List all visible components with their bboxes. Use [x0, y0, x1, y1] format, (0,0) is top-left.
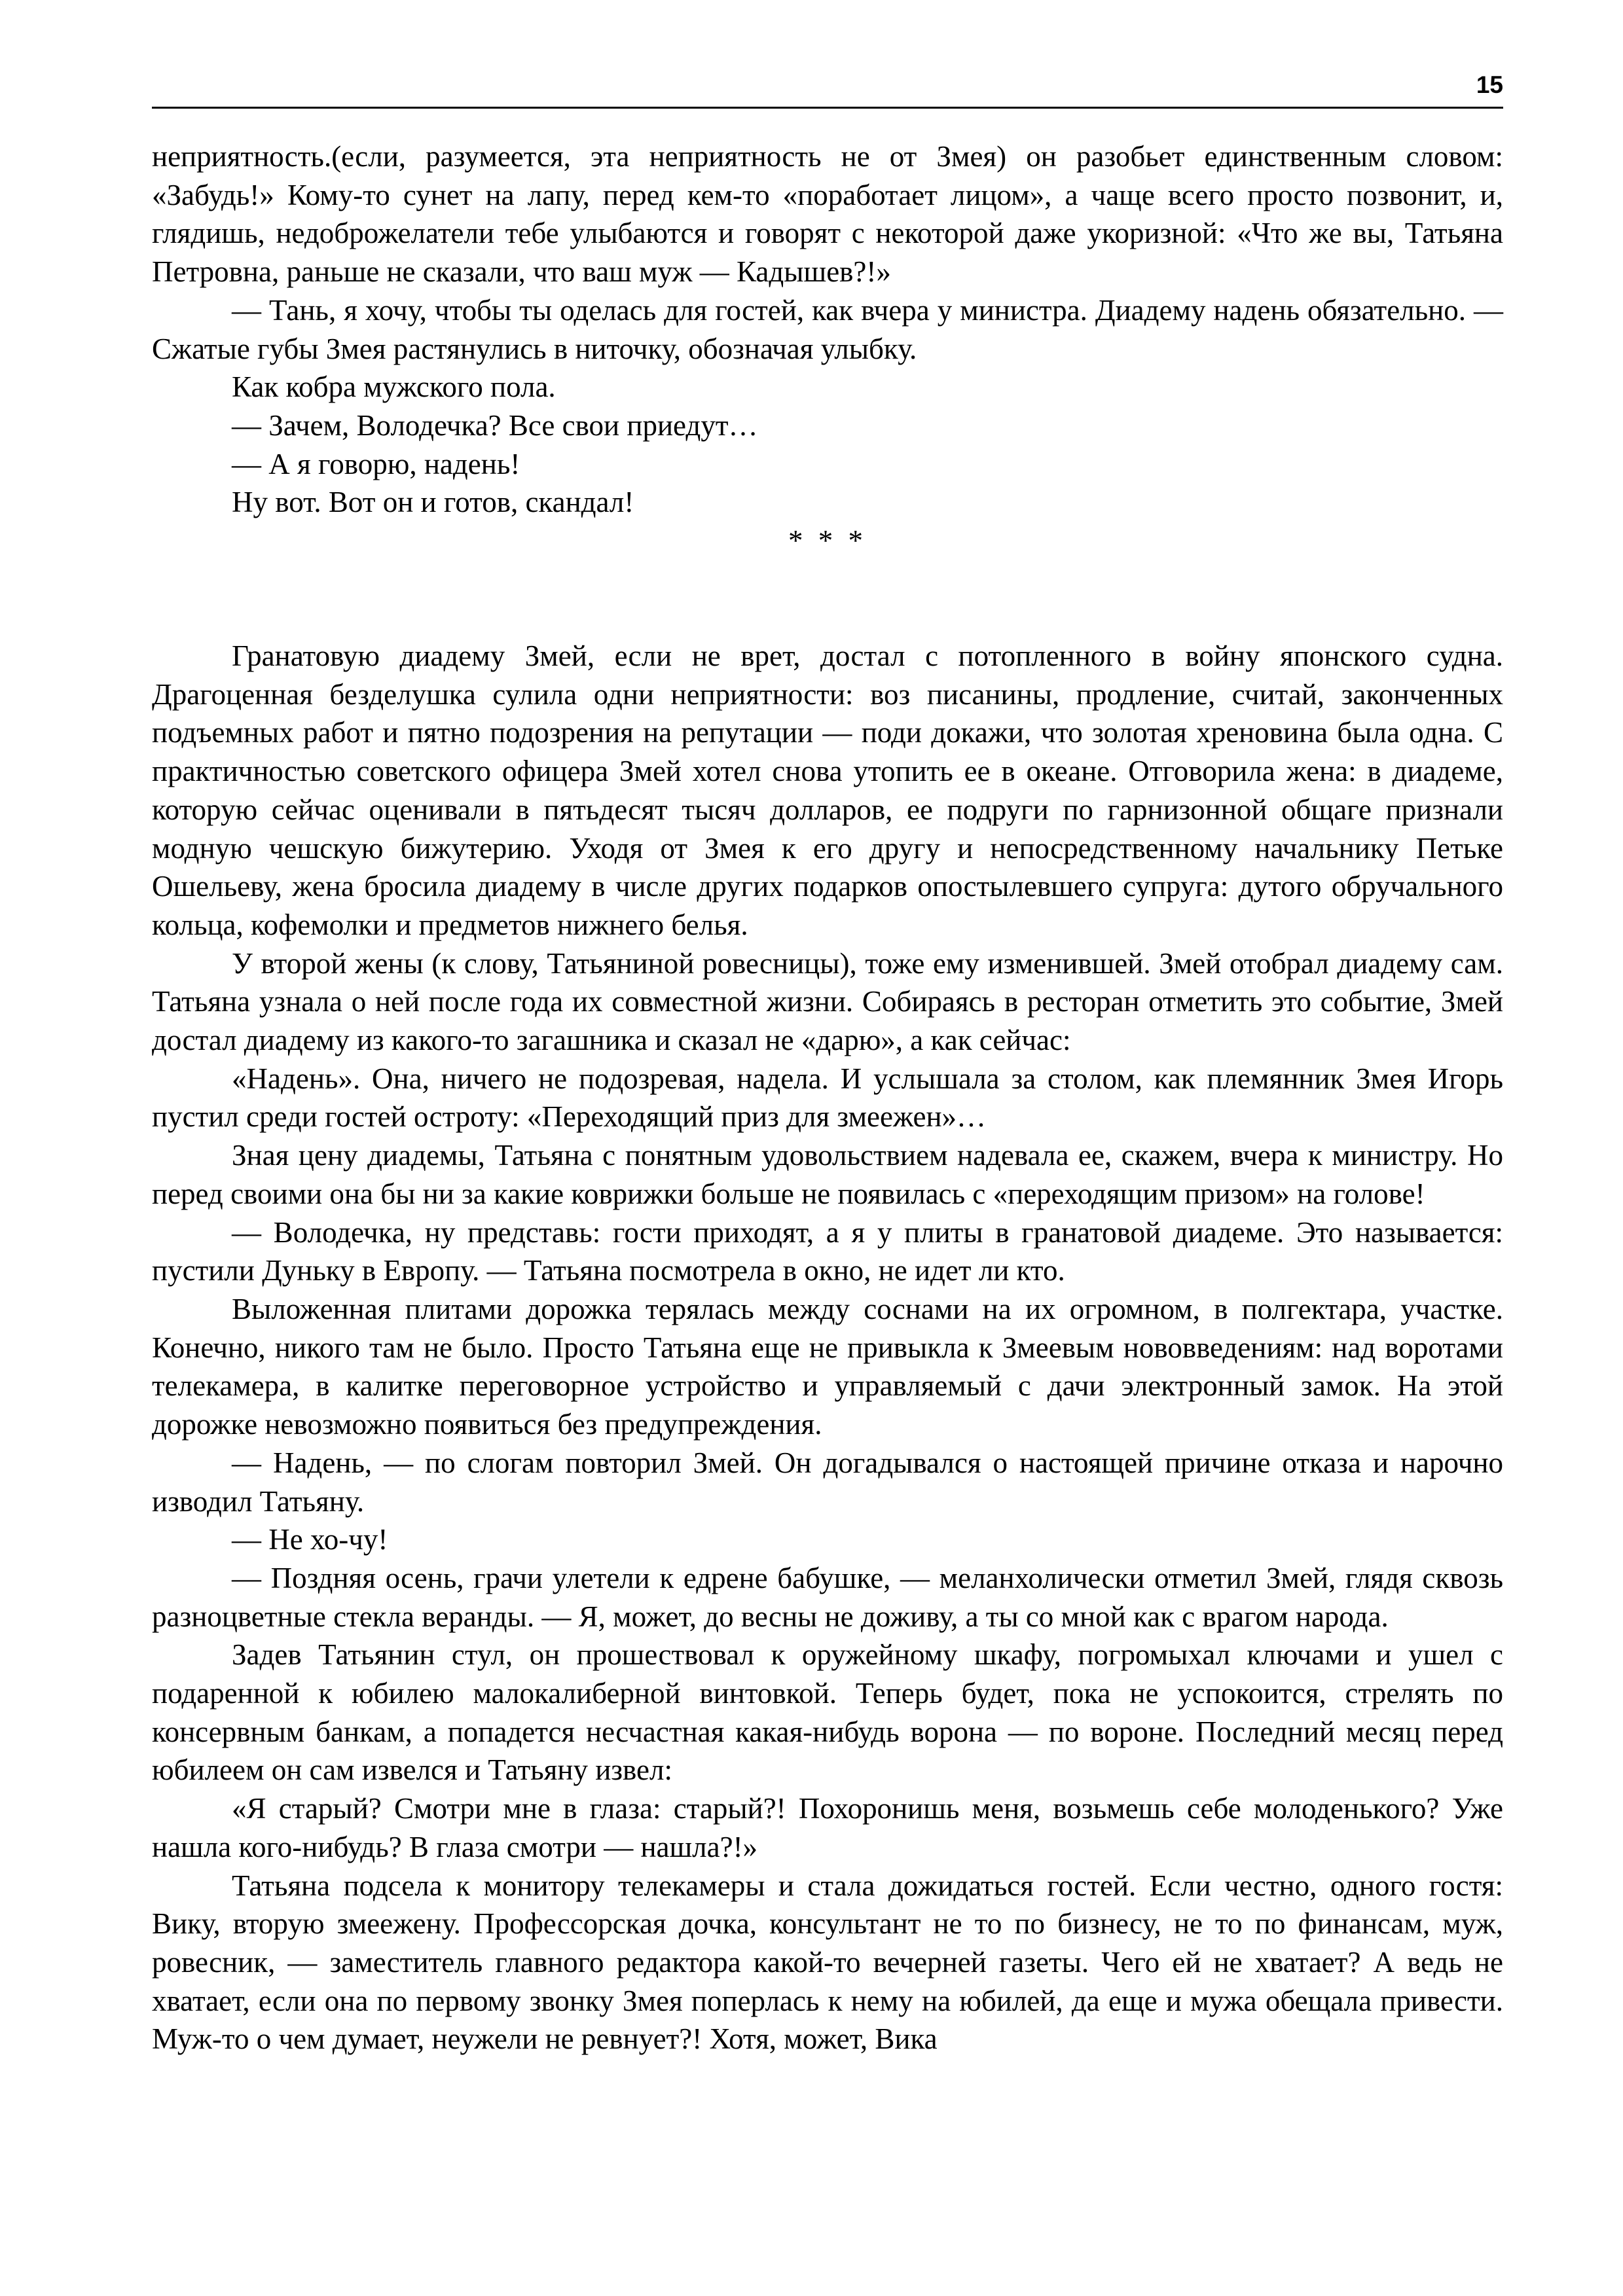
paragraph: — Тань, я хочу, чтобы ты оделась для гостей, как вчера у министра. Диадему надень обязательно. — Сжатые губы Змея растянулись в ниточку, обозначая улыбку. [152, 293, 1503, 365]
paragraph: Гранатовую диадему Змей, если не врет, достал с потопленного в войну японского судна. Драгоценная безделушка сулила одни неприятности: воз писанины, продление, считай, законченных подъемных работ и пятно подозрения на репутации — поди докажи, что золотая хреновина была одна. С практичностью советского офицера Змей хотел снова утопить ее в океане. Отговорила жена: в диадеме, которую сейчас оценивали в пятьдесят тысяч долларов, ее подруги по гарнизонной общаге признали модную чешскую бижутерию. Уходя от Змея к его другу и непосредственному начальнику Петьке Ошельеву, жена бросила диадему в числе других подарков опостылевшего супруга: дутого обручального кольца, кофемолки и предметов нижнего белья. [152, 639, 1503, 941]
text-body [152, 137, 1503, 2058]
paragraph: неприятность.(если, разумеется, эта неприятность не от Змея) он разобьет единственным словом: «Забудь!» Кому-то сунет на лапу, перед кем-то «поработает лицом», а чаще всего просто позвонит, и, глядишь, недоброжелатели тебе улыбаются и говорят с некоторой даже укоризной: «Что же вы, Татьяна Петровна, раньше не сказали, что ваш муж — Кадышев?!» [152, 140, 1503, 289]
page-header [152, 0, 1503, 111]
page-number: 15 [1476, 71, 1503, 98]
paragraph: — Надень, — по слогам повторил Змей. Он догадывался о настоящей причине отказа и нарочно изводил Татьяну. [152, 1446, 1503, 1518]
paragraph: — Володечка, ну представь: гости приходят, а я у плиты в гранатовой диадеме. Это называется: пустили Дуньку в Европу. — Татьяна посмотрела в окно, не идет ли кто. [152, 1215, 1503, 1287]
paragraph: «Я старый? Смотри мне в глаза: старый?! Похоронишь меня, возьмешь себе молоденького? Уже нашла кого-нибудь? В глаза смотри — нашла?!» [152, 1792, 1503, 1863]
paragraph: Зная цену диадемы, Татьяна с понятным удовольствием надевала ее, скажем, вчера к министру. Но перед своими она бы ни за какие коврижки больше не появилась с «переходящим призом» на голове! [152, 1139, 1503, 1210]
paragraph: У второй жены (к слову, Татьяниной ровесницы), тоже ему изменившей. Змей отобрал диадему сам. Татьяна узнала о ней после года их совместной жизни. Собираясь в ресторан отметить это событие, Змей достал диадему из какого-то загашника и сказал не «дарю», а как сейчас: [152, 946, 1503, 1057]
paragraph: — Не хо-чу! [232, 1523, 388, 1556]
paragraph: — Зачем, Володечка? Все свои приедут… [232, 408, 758, 442]
header-rule [152, 107, 1503, 109]
paragraph: — А я говорю, надень! [232, 447, 520, 480]
separator-asterisks: * * * [788, 524, 867, 558]
paragraph: Ну вот. Вот он и готов, скандал! [232, 486, 634, 519]
section-separator [152, 522, 1503, 637]
paragraph: Татьяна подсела к монитору телекамеры и стала дожидаться гостей. Если честно, одного гостя: Вику, вторую змеежену. Профессорская дочка, консультант не то по бизнесу, не то по финансам, муж, ровесник, — заместитель главного редактора какой-то вечерней газеты. Чего ей не хватает? А ведь не хватает, если она по первому звонку Змея поперлась к нему на юбилей, да еще и мужа обещала привести. Муж-то о чем думает, неужели не ревнует?! Хотя, может, Вика [152, 1869, 1503, 2056]
paragraph: Задев Татьянин стул, он прошествовал к оружейному шкафу, погромыхал ключами и ушел с подаренной к юбилею малокалиберной винтовкой. Теперь будет, пока не успокоится, стрелять по консервным банкам, а попадется несчастная какая-нибудь ворона — по вороне. Последний месяц перед юбилеем он сам извелся и Татьяну извел: [152, 1638, 1503, 1787]
paragraph: Выложенная плитами дорожка терялась между соснами на их огромном, в полгектара, участке. Конечно, никого там не было. Просто Татьяна еще не привыкла к Змеевым нововведениям: над воротами телекамера, в калитке переговорное устройство и управляемый с дачи электронный замок. На этой дорожке невозможно появиться без предупреждения. [152, 1292, 1503, 1441]
paragraph: «Надень». Она, ничего не подозревая, надела. И услышала за столом, как племянник Змея Игорь пустил среди гостей остроту: «Переходящий приз для змеежен»… [152, 1062, 1503, 1134]
paragraph: Как кобра мужского пола. [232, 370, 556, 404]
paragraph: — Поздняя осень, грачи улетели к едрене бабушке, — меланхолически отметил Змей, глядя сквозь разноцветные стекла веранды. — Я, может, до весны не доживу, а ты со мной как с врагом народа. [152, 1561, 1503, 1633]
